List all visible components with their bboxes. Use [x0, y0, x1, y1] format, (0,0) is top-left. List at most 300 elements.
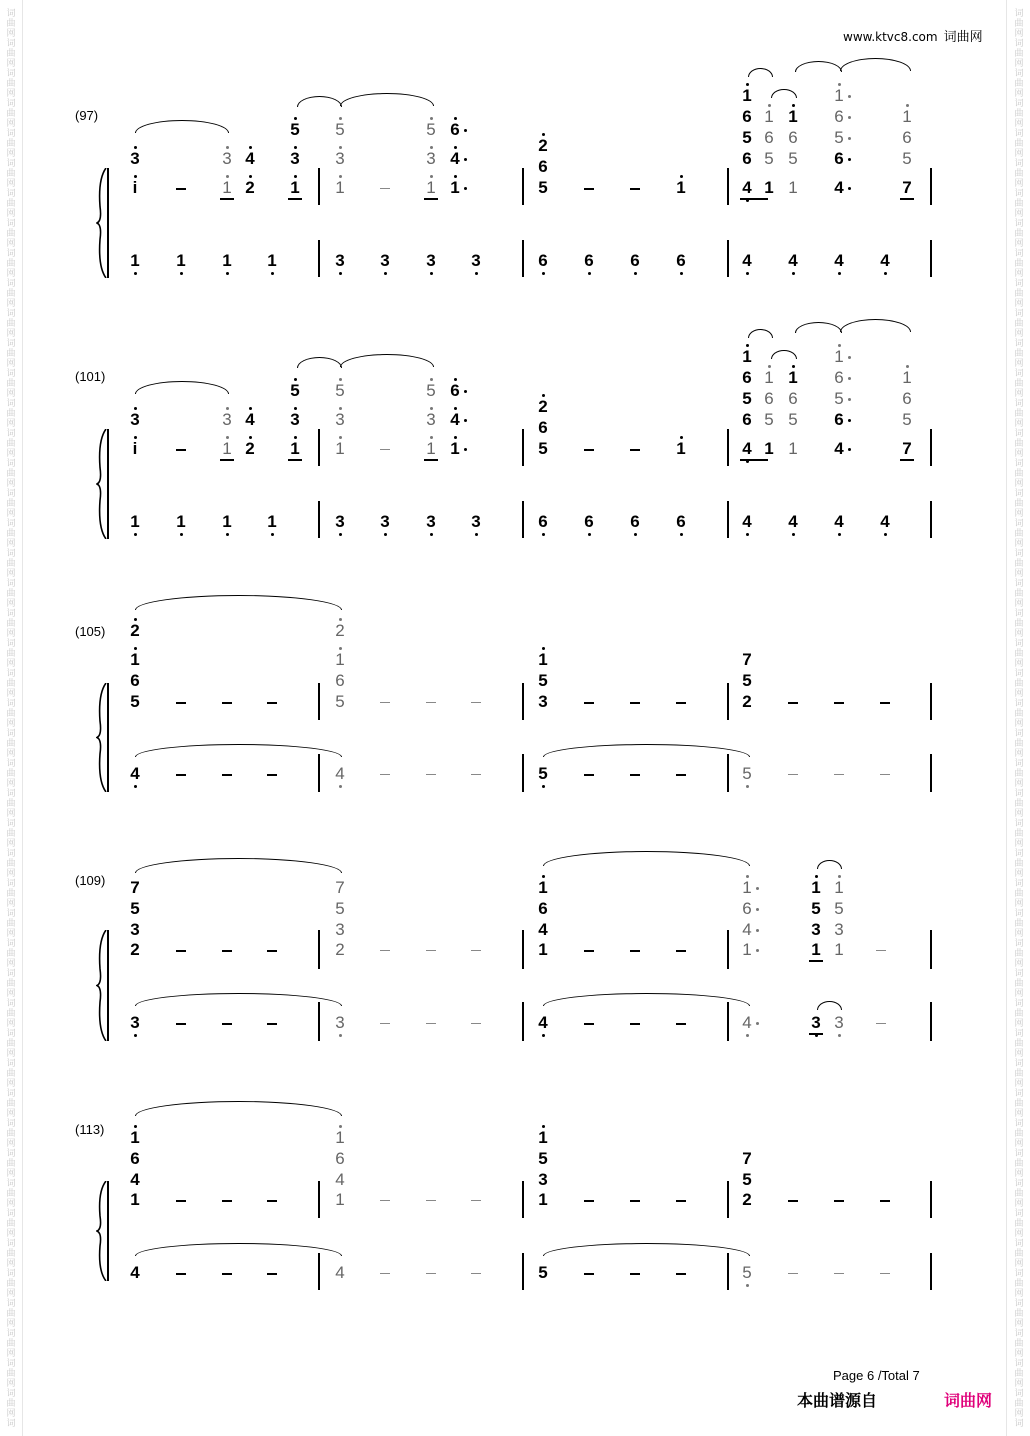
- watermark-char: 曲: [6, 1008, 16, 1018]
- octave-dot: [249, 146, 252, 149]
- note: 4: [742, 439, 752, 458]
- note: 1: [538, 878, 548, 897]
- watermark-char: 网: [1014, 988, 1024, 998]
- note: 6: [538, 418, 548, 437]
- note: 5: [742, 671, 752, 690]
- watermark-char: 曲: [1014, 648, 1024, 658]
- watermark-char: 词: [6, 398, 16, 408]
- watermark-char: 曲: [6, 888, 16, 898]
- watermark-char: 网: [6, 1378, 16, 1388]
- watermark-char: 网: [6, 1198, 16, 1208]
- watermark-char: 网: [1014, 688, 1024, 698]
- extend-dash: [630, 188, 640, 190]
- watermark-char: 词: [1014, 698, 1024, 708]
- note: 1: [811, 878, 821, 897]
- octave-dot: [454, 407, 457, 410]
- watermark-char: 曲: [1014, 888, 1024, 898]
- note: 4: [245, 149, 255, 168]
- watermark-char: 曲: [1014, 228, 1024, 238]
- watermark-char: 网: [1014, 1318, 1024, 1328]
- octave-dot: [838, 533, 841, 536]
- watermark-char: 网: [6, 1348, 16, 1358]
- watermark-char: 网: [1014, 118, 1024, 128]
- extend-dash: [426, 702, 436, 703]
- extend-dash: [176, 950, 186, 952]
- extend-dash: [630, 774, 640, 776]
- watermark-char: 词: [1014, 608, 1024, 618]
- note: 3: [426, 149, 436, 168]
- bar-line: [930, 930, 932, 969]
- bar-line: [522, 501, 524, 538]
- extend-dash: [880, 1200, 890, 1202]
- watermark-char: 曲: [1014, 138, 1024, 148]
- aug-dot: [756, 1022, 759, 1025]
- extend-dash: [380, 1023, 390, 1024]
- octave-dot: [339, 785, 342, 788]
- aug-dot: [464, 158, 467, 161]
- watermark-char: 词: [1014, 938, 1024, 948]
- watermark-char: 曲: [6, 1188, 16, 1198]
- watermark-char: 曲: [1014, 1338, 1024, 1348]
- octave-dot: [249, 436, 252, 439]
- octave-dot: [226, 272, 229, 275]
- watermark-char: 曲: [1014, 708, 1024, 718]
- octave-dot: [180, 533, 183, 536]
- note: 1: [130, 251, 140, 270]
- octave-dot: [542, 875, 545, 878]
- octave-dot: [542, 272, 545, 275]
- note: 4: [834, 178, 844, 197]
- aug-dot: [464, 129, 467, 132]
- note: 4: [130, 764, 140, 783]
- octave-dot: [134, 647, 137, 650]
- extend-dash: [880, 774, 890, 775]
- watermark-char: 网: [6, 688, 16, 698]
- slur: [135, 595, 342, 610]
- aug-dot: [756, 949, 759, 952]
- watermark-char: 网: [1014, 508, 1024, 518]
- watermark-char: 曲: [6, 828, 16, 838]
- note: 1: [450, 439, 460, 458]
- note: 4: [742, 1013, 752, 1032]
- watermark-char: 网: [6, 838, 16, 848]
- watermark-char: 曲: [1014, 1098, 1024, 1108]
- watermark-char: 网: [6, 718, 16, 728]
- note: 5: [130, 692, 140, 711]
- watermark-char: 词: [6, 1028, 16, 1038]
- note: 5: [902, 410, 912, 429]
- note: 1: [764, 107, 774, 126]
- watermark-char: 网: [1014, 358, 1024, 368]
- note: 6: [538, 157, 548, 176]
- octave-dot: [249, 407, 252, 410]
- watermark-char: 词: [1014, 158, 1024, 168]
- watermark-char: 网: [1014, 568, 1024, 578]
- watermark-char: 曲: [6, 18, 16, 28]
- watermark-char: 曲: [1014, 588, 1024, 598]
- watermark-char: 曲: [6, 978, 16, 988]
- note: 1: [764, 368, 774, 387]
- extend-dash: [380, 449, 390, 450]
- watermark-char: 网: [6, 1408, 16, 1418]
- bar-line: [930, 501, 932, 538]
- octave-dot: [838, 83, 841, 86]
- watermark-char: 曲: [6, 768, 16, 778]
- octave-dot: [294, 117, 297, 120]
- watermark-char: 曲: [6, 1368, 16, 1378]
- octave-dot: [339, 647, 342, 650]
- note: 5: [538, 1263, 548, 1282]
- note: 3: [130, 1013, 140, 1032]
- aug-dot: [464, 419, 467, 422]
- bar-line: [727, 168, 729, 205]
- extend-dash: [834, 774, 844, 775]
- note: 6: [834, 410, 844, 429]
- extend-dash: [584, 950, 594, 952]
- watermark-char: 曲: [1014, 1068, 1024, 1078]
- octave-dot: [430, 407, 433, 410]
- note: 5: [742, 389, 752, 408]
- extend-dash: [584, 188, 594, 190]
- watermark-char: 词: [1014, 428, 1024, 438]
- extend-dash: [676, 774, 686, 776]
- extend-dash: [380, 702, 390, 703]
- watermark-char: 网: [6, 958, 16, 968]
- extend-dash: [584, 774, 594, 776]
- watermark-char: 词: [6, 698, 16, 708]
- watermark-char: 网: [1014, 268, 1024, 278]
- note: 2: [245, 439, 255, 458]
- octave-dot: [634, 272, 637, 275]
- system-start-bar: [107, 429, 109, 539]
- watermark-char: 词: [1014, 1148, 1024, 1158]
- watermark-char: 词: [6, 338, 16, 348]
- watermark-char: 词: [6, 548, 16, 558]
- note: 1: [450, 178, 460, 197]
- octave-dot: [475, 272, 478, 275]
- watermark-char: 网: [6, 1258, 16, 1268]
- extend-dash: [267, 702, 277, 704]
- bar-line: [522, 754, 524, 792]
- watermark-char: 词: [6, 1418, 16, 1428]
- aug-dot: [848, 398, 851, 401]
- extend-dash: [222, 702, 232, 704]
- watermark-char: 曲: [6, 588, 16, 598]
- watermark-char: 词: [6, 488, 16, 498]
- extend-dash: [834, 1273, 844, 1274]
- bar-line: [522, 930, 524, 969]
- octave-dot: [542, 133, 545, 136]
- note: 1: [130, 650, 140, 669]
- note: 1: [335, 650, 345, 669]
- note: 7: [742, 1149, 752, 1168]
- note: 1: [742, 940, 752, 959]
- octave-dot: [430, 378, 433, 381]
- octave-dot: [134, 146, 137, 149]
- watermark-char: 网: [6, 1318, 16, 1328]
- site-header: [843, 26, 983, 45]
- note: 4: [130, 1170, 140, 1189]
- watermark-char: 曲: [1014, 258, 1024, 268]
- watermark-char: 词: [1014, 638, 1024, 648]
- watermark-char: 曲: [6, 1158, 16, 1168]
- octave-dot: [838, 272, 841, 275]
- watermark-char: 曲: [6, 1398, 16, 1408]
- watermark-char: 词: [6, 848, 16, 858]
- watermark-char: 网: [1014, 628, 1024, 638]
- watermark-char: 词: [6, 1388, 16, 1398]
- watermark-char: 曲: [6, 708, 16, 718]
- note: 4: [788, 251, 798, 270]
- watermark-char: 词: [1014, 1298, 1024, 1308]
- note: 4: [450, 149, 460, 168]
- watermark-char: 词: [6, 578, 16, 588]
- note: 3: [538, 1170, 548, 1189]
- note: 6: [584, 512, 594, 531]
- note: 5: [130, 899, 140, 918]
- note: 5: [538, 764, 548, 783]
- slur: [817, 1001, 842, 1010]
- watermark-char: 网: [1014, 298, 1024, 308]
- note: 1: [538, 1190, 548, 1209]
- watermark-char: 网: [1014, 28, 1024, 38]
- watermark-char: 曲: [6, 738, 16, 748]
- watermark-char: 曲: [1014, 828, 1024, 838]
- octave-dot: [454, 146, 457, 149]
- extend-dash: [380, 950, 390, 951]
- watermark-char: 曲: [6, 438, 16, 448]
- watermark-char: 词: [1014, 188, 1024, 198]
- watermark-char: 曲: [1014, 858, 1024, 868]
- underline: [424, 198, 438, 200]
- octave-dot: [271, 533, 274, 536]
- underline: [740, 459, 768, 461]
- watermark-char: 词: [1014, 998, 1024, 1008]
- extend-dash: [471, 774, 481, 775]
- watermark-char: 曲: [6, 1308, 16, 1318]
- note: 4: [742, 178, 752, 197]
- extend-dash: [788, 702, 798, 704]
- slur: [135, 993, 342, 1006]
- watermark-char: 词: [1014, 338, 1024, 348]
- note: 1: [788, 178, 798, 197]
- bar-line: [522, 429, 524, 466]
- note: 3: [222, 410, 232, 429]
- source-label: 本曲谱源自: [797, 1393, 878, 1410]
- note: 6: [538, 251, 548, 270]
- extend-dash: [834, 702, 844, 704]
- octave-dot: [294, 146, 297, 149]
- watermark-char: 词: [1014, 758, 1024, 768]
- watermark-char: 词: [6, 128, 16, 138]
- bar-line: [318, 1002, 320, 1041]
- extend-dash: [380, 188, 390, 189]
- watermark-char: 词: [1014, 1238, 1024, 1248]
- watermark-char: 网: [1014, 448, 1024, 458]
- watermark-char: 曲: [6, 918, 16, 928]
- watermark-char: 词: [6, 998, 16, 1008]
- note: 5: [742, 764, 752, 783]
- extend-dash: [471, 950, 481, 951]
- octave-dot: [680, 533, 683, 536]
- bar-line: [727, 683, 729, 720]
- note: 6: [450, 120, 460, 139]
- watermark-char: 词: [1014, 1028, 1024, 1038]
- watermark-char: 网: [1014, 1228, 1024, 1238]
- aug-dot: [848, 377, 851, 380]
- bar-line: [727, 754, 729, 792]
- watermark-char: 网: [6, 388, 16, 398]
- extend-dash: [267, 1023, 277, 1025]
- watermark-char: 曲: [6, 858, 16, 868]
- extend-dash: [676, 950, 686, 952]
- note: 6: [902, 389, 912, 408]
- extend-dash: [880, 1273, 890, 1274]
- watermark-char: 词: [1014, 248, 1024, 258]
- extend-dash: [222, 1023, 232, 1025]
- octave-dot: [226, 436, 229, 439]
- watermark-char: 网: [1014, 808, 1024, 818]
- note: 3: [130, 920, 140, 939]
- note: 2: [335, 940, 345, 959]
- slur: [135, 1243, 342, 1256]
- watermark-char: 曲: [6, 168, 16, 178]
- note: 4: [742, 512, 752, 531]
- extend-dash: [176, 188, 186, 190]
- extend-dash: [426, 1200, 436, 1201]
- note: 6: [676, 251, 686, 270]
- extend-dash: [630, 950, 640, 952]
- extend-dash: [880, 702, 890, 704]
- watermark-char: 网: [1014, 328, 1024, 338]
- note: 5: [538, 439, 548, 458]
- octave-dot: [746, 785, 749, 788]
- extend-dash: [267, 1273, 277, 1275]
- watermark-char: 曲: [6, 648, 16, 658]
- note: 3: [471, 512, 481, 531]
- octave-dot: [271, 272, 274, 275]
- note: 6: [335, 671, 345, 690]
- watermark-char: 词: [1014, 548, 1024, 558]
- watermark-char: 词: [6, 38, 16, 48]
- watermark-char: 词: [1014, 368, 1024, 378]
- watermark-char: 网: [1014, 958, 1024, 968]
- extend-dash: [788, 774, 798, 775]
- aug-dot: [848, 158, 851, 161]
- left-margin-line: [22, 0, 23, 1436]
- watermark-char: 词: [6, 758, 16, 768]
- note: 3: [335, 512, 345, 531]
- watermark-char: 曲: [6, 1248, 16, 1258]
- watermark-char: 网: [1014, 148, 1024, 158]
- note: 4: [335, 1170, 345, 1189]
- aug-dot: [756, 908, 759, 911]
- watermark-char: 词: [6, 608, 16, 618]
- underline: [740, 198, 768, 200]
- watermark-char: 网: [1014, 838, 1024, 848]
- slur: [840, 58, 911, 71]
- note: 1: [834, 878, 844, 897]
- note: 3: [538, 692, 548, 711]
- extend-dash: [584, 449, 594, 451]
- note: 5: [788, 149, 798, 168]
- underline: [220, 459, 234, 461]
- watermark-char: 曲: [6, 558, 16, 568]
- octave-dot: [134, 785, 137, 788]
- note: 6: [676, 512, 686, 531]
- underline: [809, 1033, 823, 1035]
- watermark-char: 网: [1014, 1378, 1024, 1388]
- watermark-char: 曲: [6, 1218, 16, 1228]
- note: 1: [290, 178, 300, 197]
- note: 2: [538, 136, 548, 155]
- watermark-char: 曲: [1014, 198, 1024, 208]
- bar-line: [318, 930, 320, 969]
- watermark-char: 网: [6, 328, 16, 338]
- watermark-char: 词: [6, 908, 16, 918]
- note: 3: [335, 149, 345, 168]
- system-start-bar: [107, 930, 109, 1041]
- slur: [543, 744, 750, 757]
- extend-dash: [380, 774, 390, 775]
- watermark-char: 词: [6, 968, 16, 978]
- watermark-char: 网: [6, 58, 16, 68]
- watermark-char: 词: [6, 518, 16, 528]
- watermark-char: 网: [6, 1168, 16, 1178]
- octave-dot: [134, 533, 137, 536]
- watermark-char: 网: [6, 898, 16, 908]
- note: 6: [788, 128, 798, 147]
- underline: [288, 198, 302, 200]
- note: 1: [130, 1190, 140, 1209]
- note: 7: [335, 878, 345, 897]
- underline: [809, 960, 823, 962]
- extend-dash: [426, 950, 436, 951]
- octave-dot: [134, 407, 137, 410]
- note: 2: [130, 621, 140, 640]
- slur: [840, 319, 911, 332]
- slur: [135, 744, 342, 757]
- watermark-char: 词: [6, 818, 16, 828]
- aug-dot: [464, 390, 467, 393]
- note: 2: [538, 397, 548, 416]
- extend-dash: [380, 1273, 390, 1274]
- measure-number: (109): [75, 873, 106, 888]
- watermark-char: 曲: [1014, 1038, 1024, 1048]
- note: 1: [538, 940, 548, 959]
- watermark-char: 网: [1014, 1108, 1024, 1118]
- bar-line: [318, 683, 320, 720]
- watermark-char: 网: [6, 748, 16, 758]
- watermark-char: 词: [6, 1148, 16, 1158]
- extend-dash: [176, 1023, 186, 1025]
- octave-dot: [746, 272, 749, 275]
- aug-dot: [848, 356, 851, 359]
- note: 6: [630, 251, 640, 270]
- bar-line: [727, 1253, 729, 1290]
- bar-line: [727, 429, 729, 466]
- watermark-char: 词: [1014, 1358, 1024, 1368]
- left-watermark-strip: [4, 0, 18, 1436]
- watermark-char: 曲: [1014, 1248, 1024, 1258]
- watermark-char: 词: [1014, 1118, 1024, 1128]
- watermark-char: 网: [6, 568, 16, 578]
- note: 1: [788, 439, 798, 458]
- note: 3: [811, 1013, 821, 1032]
- watermark-char: 词: [6, 938, 16, 948]
- underline: [424, 459, 438, 461]
- octave-dot: [180, 272, 183, 275]
